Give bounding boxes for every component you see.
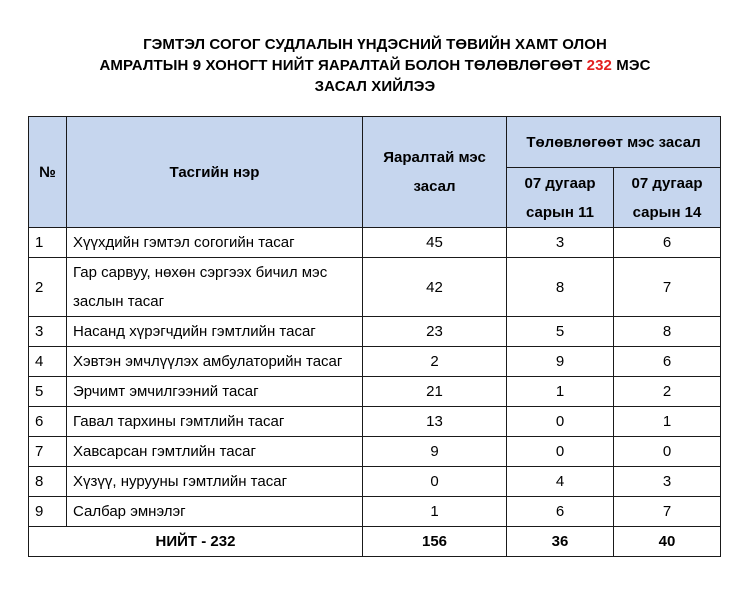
table-row — [29, 377, 721, 407]
table-row — [29, 228, 721, 258]
row-date-1: 1 — [507, 377, 614, 407]
row-date-2: 6 — [614, 347, 721, 377]
row-department: Салбар эмнэлэг — [67, 497, 363, 527]
header-planned: Төлөвлөгөөт мэс засал — [507, 117, 721, 168]
row-number: 5 — [29, 377, 67, 407]
row-number: 1 — [29, 228, 67, 258]
table-row — [29, 497, 721, 527]
row-emergency: 42 — [363, 258, 507, 317]
row-date-2: 2 — [614, 377, 721, 407]
table-header — [29, 117, 721, 228]
title-line-2 — [0, 55, 750, 76]
table-row — [29, 407, 721, 437]
title-total-highlight: 232 — [586, 57, 612, 74]
table-row — [29, 347, 721, 377]
total-row — [29, 527, 721, 557]
row-date-1: 9 — [507, 347, 614, 377]
title-line-3: ЗАСАЛ ХИЙЛЭЭ — [314, 78, 436, 95]
total-date-1: 36 — [507, 527, 614, 557]
title-line-1: ГЭМТЭЛ СОГОГ СУДЛАЛЫН ҮНДЭСНИЙ ТӨВИЙН ХАМТ ОЛОН — [143, 36, 607, 53]
row-number: 4 — [29, 347, 67, 377]
row-number: 6 — [29, 407, 67, 437]
row-date-1: 5 — [507, 317, 614, 347]
row-date-2: 1 — [614, 407, 721, 437]
row-emergency: 21 — [363, 377, 507, 407]
header-number: № — [29, 117, 67, 228]
row-emergency: 0 — [363, 467, 507, 497]
title-line-2-end: МЭС — [611, 57, 651, 74]
row-date-2: 7 — [614, 258, 721, 317]
row-date-1: 0 — [507, 407, 614, 437]
row-date-1: 6 — [507, 497, 614, 527]
total-date-2: 40 — [614, 527, 721, 557]
table-row — [29, 467, 721, 497]
row-department: Хүүхдийн гэмтэл согогийн тасаг — [67, 228, 363, 258]
row-emergency: 9 — [363, 437, 507, 467]
row-date-1: 0 — [507, 437, 614, 467]
row-date-1: 3 — [507, 228, 614, 258]
row-number: 3 — [29, 317, 67, 347]
row-emergency: 1 — [363, 497, 507, 527]
header-department: Тасгийн нэр — [67, 117, 363, 228]
table-row — [29, 317, 721, 347]
row-date-2: 3 — [614, 467, 721, 497]
row-department: Эрчимт эмчилгээний тасаг — [67, 377, 363, 407]
row-department: Хэвтэн эмчлүүлэх амбулаторийн тасаг — [67, 347, 363, 377]
row-date-1: 4 — [507, 467, 614, 497]
total-emergency: 156 — [363, 527, 507, 557]
report-title — [0, 34, 750, 97]
table-row — [29, 437, 721, 467]
row-emergency: 45 — [363, 228, 507, 258]
row-department: Хавсарсан гэмтлийн тасаг — [67, 437, 363, 467]
row-number: 2 — [29, 258, 67, 317]
row-date-2: 0 — [614, 437, 721, 467]
table-body — [29, 228, 721, 557]
row-number: 8 — [29, 467, 67, 497]
surgery-table — [28, 116, 721, 557]
header-date-1: 07 дугаар сарын 11 — [507, 168, 614, 228]
row-date-2: 6 — [614, 228, 721, 258]
row-number: 9 — [29, 497, 67, 527]
header-row-1 — [29, 117, 721, 168]
row-date-2: 7 — [614, 497, 721, 527]
row-date-2: 8 — [614, 317, 721, 347]
row-emergency: 23 — [363, 317, 507, 347]
total-label: НИЙТ - 232 — [29, 527, 363, 557]
row-number: 7 — [29, 437, 67, 467]
row-emergency: 2 — [363, 347, 507, 377]
row-emergency: 13 — [363, 407, 507, 437]
table-row — [29, 258, 721, 317]
row-department: Хүзүү, нурууны гэмтлийн тасаг — [67, 467, 363, 497]
row-department: Гавал тархины гэмтлийн тасаг — [67, 407, 363, 437]
row-department: Насанд хүрэгчдийн гэмтлийн тасаг — [67, 317, 363, 347]
row-date-1: 8 — [507, 258, 614, 317]
header-date-2: 07 дугаар сарын 14 — [614, 168, 721, 228]
title-line-2-start: АМРАЛТЫН 9 ХОНОГТ НИЙТ ЯАРАЛТАЙ БОЛОН ТӨЛӨВЛӨГӨӨТ — [99, 57, 587, 74]
row-department: Гар сарвуу, нөхөн сэргээх бичил мэс заслын тасаг — [67, 258, 363, 317]
header-emergency: Яаралтай мэс засал — [363, 117, 507, 228]
